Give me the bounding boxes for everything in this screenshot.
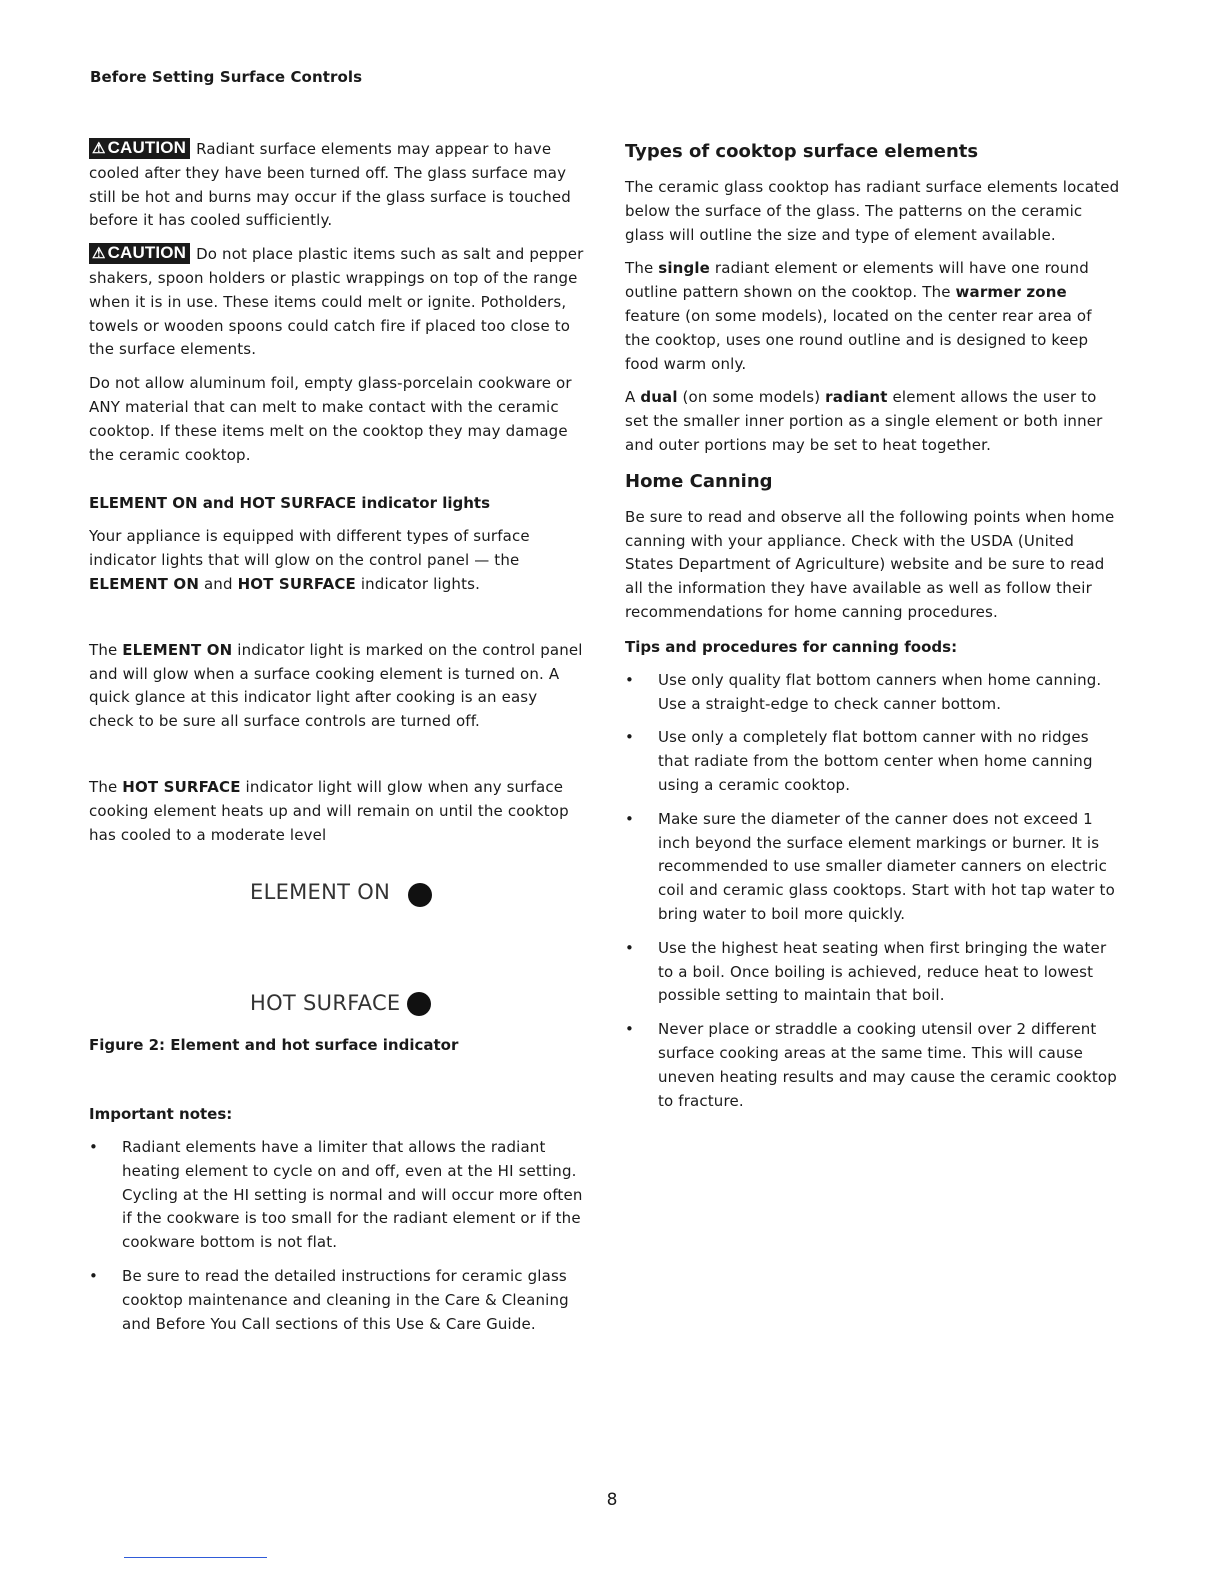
types-paragraph-2: The single radiant element or elements will have one round outline pattern shown on the cooktop. The warmer zone feature (on some models), located on the center rear area of the cooktop, uses one round outline and is designed to keep food warm only. bbox=[625, 259, 1092, 373]
footer-rule bbox=[124, 1557, 267, 1558]
page-header: Before Setting Surface Controls bbox=[90, 68, 363, 86]
list-item: • Make sure the diameter of the canner does not exceed 1 inch beyond the surface element markings or burner. It is recommended to use smaller diameter canners on electric coil and ceramic glass cooktops. Start with hot tap water to bring water to boil more quickly. bbox=[625, 809, 1115, 923]
hot-surface-indicator-dot bbox=[407, 992, 431, 1016]
important-notes-heading: Important notes: bbox=[89, 1105, 233, 1123]
caution-badge: ⚠ CAUTION bbox=[89, 243, 190, 264]
list-item: • Be sure to read the detailed instructions for ceramic glass cooktop maintenance and cleaning in the Care & Cleaning and Before You Call sections of this Use & Care Guide. bbox=[89, 1266, 569, 1333]
types-paragraph-3: A dual (on some models) radiant element allows the user to set the smaller inner portion as a single element or both inner and outer portions may be set to heat together. bbox=[625, 388, 1103, 454]
right-column bbox=[625, 138, 1121, 1123]
element-on-indicator-dot bbox=[408, 883, 432, 907]
list-item: • Use only quality flat bottom canners when home canning. Use a straight-edge to check canner bottom. bbox=[625, 670, 1102, 713]
canning-heading: Home Canning bbox=[625, 470, 773, 492]
caution-paragraph-1: ⚠ CAUTION Radiant surface elements may appear to have cooled after they have been turned off. The glass surface may still be hot and burns may occur if the glass surface is touched before it has cooled sufficiently. bbox=[89, 138, 571, 230]
caution-badge: ⚠ CAUTION bbox=[89, 138, 190, 159]
list-item: • Radiant elements have a limiter that allows the radiant heating element to cycle on and off, even at the HI setting. Cycling at the HI setting is normal and will occur more often if the cookware is too small for the radiant element or if the cookware bottom is not flat. bbox=[89, 1138, 583, 1252]
hot-surface-paragraph: The HOT SURFACE indicator light will glow when any surface cooking element heats up and will remain on until the cooktop has cooled to a moderate level bbox=[89, 777, 569, 844]
figure-caption: Figure 2: Element and hot surface indicator bbox=[89, 1036, 459, 1054]
indicator-paragraph: Your appliance is equipped with different types of surface indicator lights that will glow on the control panel — the ELEMENT ON and HOT SURFACE indicator lights. bbox=[89, 527, 530, 593]
page-number: 8 bbox=[606, 1490, 618, 1510]
foil-paragraph: Do not allow aluminum foil, empty glass-porcelain cookware or ANY material that can melt to make contact with the ceramic cooktop. If these items melt on the cooktop they may damage the ceramic cooktop. bbox=[89, 374, 572, 464]
list-item: • Never place or straddle a cooking utensil over 2 different surface cooking areas at the same time. This will cause uneven heating results and may cause the ceramic cooktop to fracture. bbox=[625, 1020, 1117, 1110]
important-notes-section bbox=[89, 1102, 585, 1346]
element-on-paragraph: The ELEMENT ON indicator light is marked on the control panel and will glow when a surface cooking element is turned on. A quick glance at this indicator light after cooking is an easy check to be sure all surface controls are turned off. bbox=[89, 640, 583, 731]
caution-paragraph-2: ⚠ CAUTION Do not place plastic items such as salt and pepper shakers, spoon holders or plastic wrappings on top of the range when it is in use. These items could melt or ignite. Potholders, towels or wooden spoons could catch fire if placed too close to the surface elements. bbox=[89, 243, 584, 359]
hot-surface-indicator-label: HOT SURFACE bbox=[250, 991, 401, 1015]
warning-triangle-icon: ⚠ bbox=[92, 245, 106, 263]
warning-triangle-icon: ⚠ bbox=[92, 140, 106, 157]
indicator-heading: ELEMENT ON and HOT SURFACE indicator lights bbox=[89, 494, 491, 513]
important-notes-list bbox=[89, 1136, 585, 1336]
tips-list bbox=[625, 669, 1121, 1114]
tips-heading: Tips and procedures for canning foods: bbox=[625, 637, 958, 656]
element-on-indicator-label: ELEMENT ON bbox=[250, 880, 391, 904]
types-heading: Types of cooktop surface elements bbox=[625, 141, 979, 162]
types-paragraph-1: The ceramic glass cooktop has radiant surface elements located below the surface of the glass. The patterns on the ceramic glass will outline the size and type of element available. bbox=[625, 178, 1120, 244]
list-item: • Use only a completely flat bottom canner with no ridges that radiate from the bottom center when home canning using a ceramic cooktop. bbox=[625, 728, 1093, 794]
list-item: • Use the highest heat seating when first bringing the water to a boil. Once boiling is achieved, reduce heat to lowest possible setting to maintain that boil. bbox=[625, 938, 1107, 1005]
left-column bbox=[89, 138, 585, 857]
canning-paragraph: Be sure to read and observe all the following points when home canning with your appliance. Check with the USDA (United States Department of Agriculture) website and be sure to read all the information they have available as well as follow their recommendations for home canning procedures. bbox=[625, 507, 1115, 621]
